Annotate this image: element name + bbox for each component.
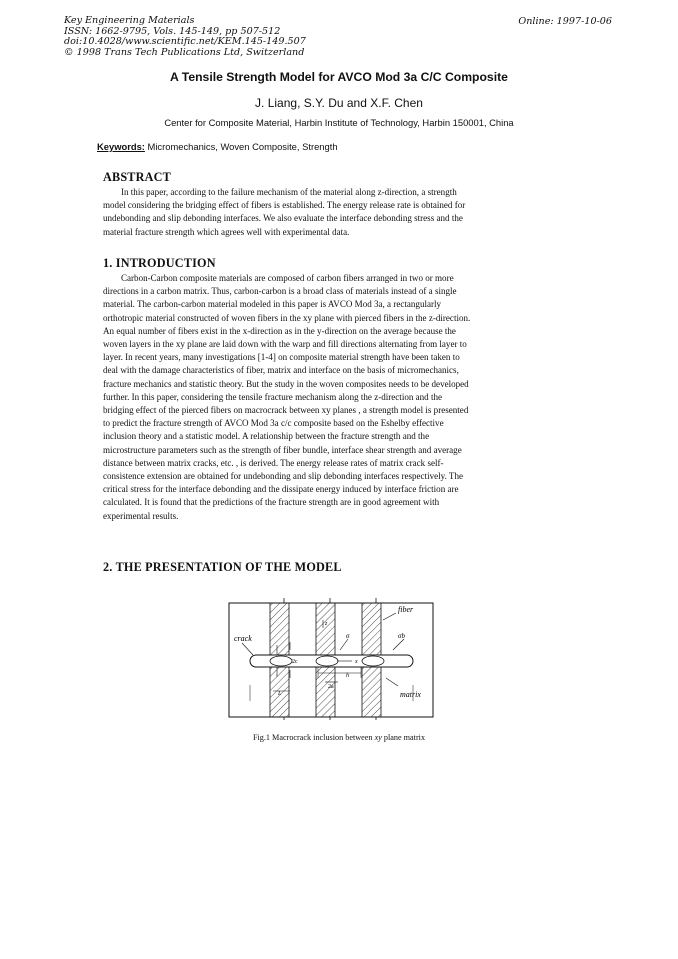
intro-line: layer. In recent years, many investigations [1-4] on composite material strength have been taken to <box>103 352 460 363</box>
sigma-b-label: σb <box>398 632 405 640</box>
caption-text-end: plane matrix <box>381 733 426 742</box>
caption-text: Fig.1 Macrocrack inclusion between <box>252 733 375 742</box>
keywords-label: Keywords: <box>97 141 145 152</box>
intro-line: critical stress for the interface debonding and the dissipate energy induced by interface friction are <box>103 484 459 495</box>
intro-line: directions in a carbon matrix. Thus, carbon-carbon is a broad class of materials instead of a single <box>103 286 457 297</box>
intro-line: experimental results. <box>103 510 179 521</box>
fiber-label: fiber <box>398 605 414 614</box>
copyright-line: © 1998 Trans Tech Publications Ltd, Switzerland <box>64 46 305 58</box>
2a-label: 2a <box>328 684 334 690</box>
matrix-leader <box>386 678 398 686</box>
macrocrack-diagram <box>228 598 434 720</box>
introduction-body <box>103 272 547 523</box>
author-affiliation: Center for Composite Material, Harbin Institute of Technology, Harbin 150001, China <box>164 117 514 128</box>
intro-line: inclusion theory and a statistic model. A relationship between the fracture strength and the <box>103 431 430 442</box>
journal-header <box>64 16 306 58</box>
intro-line: material. The carbon-carbon material modeled in this paper is AVCO Mod 3a, a rectangularly <box>103 299 442 310</box>
section-2-heading: 2. THE PRESENTATION OF THE MODEL <box>103 560 342 574</box>
abstract-line: model considering the bridging effect of fibers is established. The energy release rate is obtained for <box>103 200 466 211</box>
issn-line: ISSN: 1662-9795, Vols. 145-149, pp 507-512 <box>64 25 281 37</box>
h-label: h <box>346 673 349 679</box>
intro-line: An equal number of fibers exist in the x-direction as in the y-direction on the average because the <box>103 325 456 336</box>
keywords-text: Micromechanics, Woven Composite, Strength <box>144 141 338 152</box>
intro-line: further. In this paper, considering the tensile fracture mechanism along the z-direction and the <box>103 391 443 402</box>
intro-line: Carbon-Carbon composite materials are composed of carbon fibers arranged in two or more <box>121 273 454 283</box>
matrix-label: matrix <box>400 690 421 699</box>
abstract-line: In this paper, according to the failure mechanism of the material along z-direction, a strength <box>121 187 457 197</box>
doi-line: doi:10.4028/www.scientific.net/KEM.145-149.507 <box>64 36 306 48</box>
crack-leader <box>242 643 253 655</box>
fiber-leader <box>383 613 396 620</box>
intro-line: calculated. It is found that the predictions of the fracture strength are in good agreement with <box>103 497 440 508</box>
intro-line: distance between matrix cracks, etc. , is derived. The energy release rates of matrix crack self- <box>103 457 444 468</box>
figure-1-caption <box>0 733 678 742</box>
intro-line: consistence extension are obtained for undebonding and slip debonding interfaces respectively. The <box>103 471 464 482</box>
intro-line: microstructure parameters such as the strength of fiber bundle, interface shear strength and average <box>103 444 462 455</box>
caption-xy: xy <box>374 733 382 742</box>
figure-1 <box>228 598 434 720</box>
intro-line: woven layers in the xy plane are laid down with the warp and fill directions alternating from layer to <box>103 339 467 350</box>
abstract-body <box>103 186 547 239</box>
paper-title: A Tensile Strength Model for AVCO Mod 3a C/C Composite <box>170 70 508 84</box>
L-label: L <box>278 691 282 697</box>
intro-line: orthotropic material constructed of woven fibers in the xy plane with pierced fibers in the z-direction. <box>103 312 471 323</box>
crack-label: crack <box>234 634 252 643</box>
journal-name: Key Engineering Materials <box>64 15 195 26</box>
abstract-line: undebonding and slip debonding interfaces. We also evaluate the interface debonding stress and the <box>103 213 463 224</box>
intro-line: deal with the damage characteristics of fiber, matrix and interface on the basis of micromechanics, <box>103 365 459 376</box>
abstract-line: material fracture strength which agrees well with experimental data. <box>103 226 350 237</box>
sigma-label: σ <box>346 632 350 640</box>
intro-line: bridging effect of the pierced fibers on macrocrack between xy planes , a strength model is presented <box>103 405 469 416</box>
z-label: z <box>325 621 328 627</box>
keywords-line <box>97 141 338 152</box>
paper-authors: J. Liang, S.Y. Du and X.F. Chen <box>255 96 423 110</box>
online-date: Online: 1997-10-06 <box>518 16 612 27</box>
abstract-heading: ABSTRACT <box>103 170 171 184</box>
intro-line: to predict the fracture strength of AVCO Mod 3a c/c composite based on the Eshelby effective <box>103 418 444 429</box>
intro-line: fracture mechanics and statistic theory. But the study in the woven composites needs to be developed <box>103 378 469 389</box>
2c-label: 2c <box>292 659 298 665</box>
x-label: x <box>355 659 358 665</box>
introduction-heading: 1. INTRODUCTION <box>103 256 216 270</box>
